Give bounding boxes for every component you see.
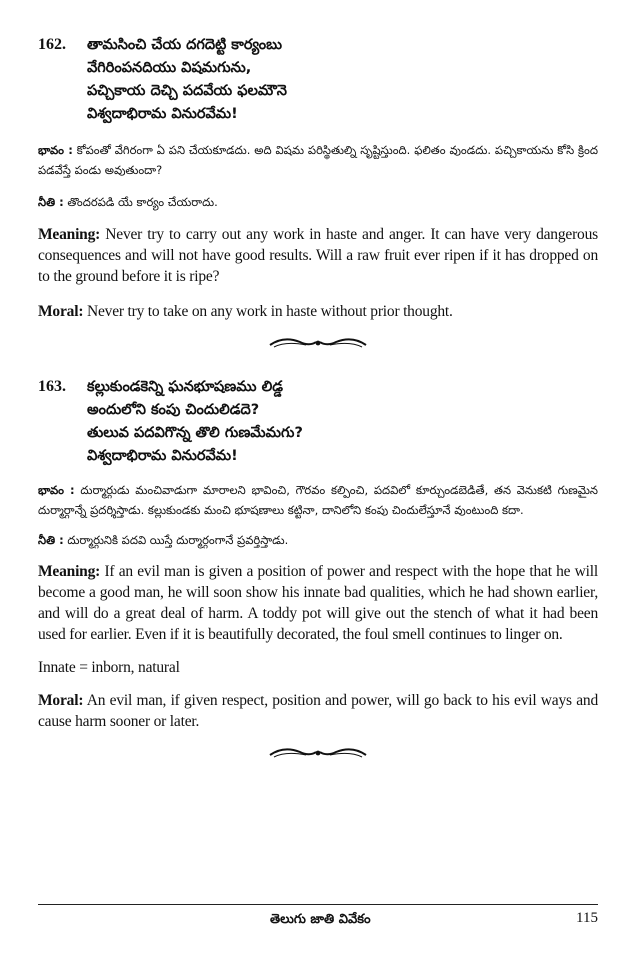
verse-line: కల్లుకుండకెన్ని ఘనభూషణము లిడ్డ (87, 379, 283, 395)
neethi-label: నీతి : (38, 533, 64, 547)
bhavam-text: దుర్మార్గుడు మంచివాడుగా మారాలని భావించి, గౌరవం కల్పించి, పదవిలో కూర్చుండబెడితే, తన వెనుకటి గుణమైన దుర్మార్గాన్నే ప్రదర్శిస్తాడు. కల్లుకుండకు మంచి భూషణాలు కట్టినా, దానిలోని కంపు చిందులేస్తూనే వుంటుంది కదా. (38, 483, 598, 517)
bhavam-label: భావం : (38, 483, 75, 497)
meaning-label: Meaning: (38, 563, 101, 580)
neethi-text: దుర్మార్గునికి పదవి యిస్తే దుర్మార్గంగానే ప్రవర్తిస్తాడు. (67, 533, 289, 547)
verse-number: 163. (38, 378, 66, 395)
moral-text: An evil man, if given respect, position and power, will go back to his evil ways and cause harm sooner or later. (38, 692, 598, 730)
meaning-paragraph (38, 561, 598, 645)
moral-text: Never try to take on any work in haste without prior thought. (86, 303, 453, 320)
meaning-paragraph (38, 224, 598, 287)
neethi-paragraph (38, 192, 598, 212)
footer-book-title: తెలుగు జాతి వివేకం (270, 912, 371, 927)
verse-line: పచ్చికాయ దెచ్చి పదవేయ ఫలమౌనె (87, 83, 287, 99)
verse-line: అందులోని కంపు చిందులిడదె? (87, 402, 260, 418)
verse-line: వేగిరింపనదియు విషమగును, (87, 60, 252, 76)
meaning-text: Never try to carry out any work in haste and anger. It can have very dangerous consequences and will not have good results. Will a raw fruit ever ripen if it has dropped on to the ground before it is ripe? (38, 226, 598, 285)
page-content (38, 34, 598, 760)
verse-line: విశ్వదాభిరామ వినురవేమ! (87, 448, 238, 464)
moral-label: Moral: (38, 303, 84, 320)
flourish-ornament (268, 746, 368, 760)
meaning-label: Meaning: (38, 226, 101, 243)
verse-block (38, 34, 598, 126)
verse-block (38, 376, 598, 468)
moral-label: Moral: (38, 692, 84, 709)
moral-paragraph (38, 301, 598, 322)
neethi-text: తొందరపడి యే కార్యం చేయరాదు. (67, 195, 218, 209)
verse-line: తామసించి చేయ దగదెట్టి కార్యంబు (87, 37, 283, 53)
bhavam-label: భావం : (38, 143, 73, 157)
moral-paragraph (38, 690, 598, 732)
verse-number: 162. (38, 36, 66, 53)
verse-section (38, 376, 598, 760)
meaning-text: If an evil man is given a position of power and respect with the hope that he will become a good man, he will soon show his innate bad qualities, which he had shown earlier, and will do a great deal of harm. A toddy pot will give out the stench of what it had been used for earlier. Even if it is beautifully decorated, the foul smell continues to linger on. (38, 563, 598, 643)
footer-divider (38, 904, 598, 905)
page-number: 115 (576, 910, 598, 926)
verse-lines (87, 34, 287, 126)
flourish-ornament (268, 336, 368, 350)
verse-line: విశ్వదాభిరామ వినురవేమ! (87, 106, 238, 122)
bhavam-text: కోపంతో వేగిరంగా ఏ పని చేయకూడదు. అది విషమ పరిస్థితుల్ని సృష్టిస్తుంది. ఫలితం వుండదు. పచ్చికాయను కోసి క్రింద పడవేస్తే పండు అవుతుందా? (38, 143, 599, 177)
bhavam-paragraph (38, 480, 598, 520)
bhavam-paragraph (38, 140, 598, 180)
verse-lines (87, 376, 303, 468)
gloss-paragraph: Innate = inborn, natural (38, 659, 180, 676)
neethi-label: నీతి : (38, 195, 64, 209)
verse-line: తులువ పదవిగొన్న తొలి గుణమేమగు? (87, 425, 303, 441)
neethi-paragraph (38, 530, 598, 550)
verse-section (38, 34, 598, 350)
